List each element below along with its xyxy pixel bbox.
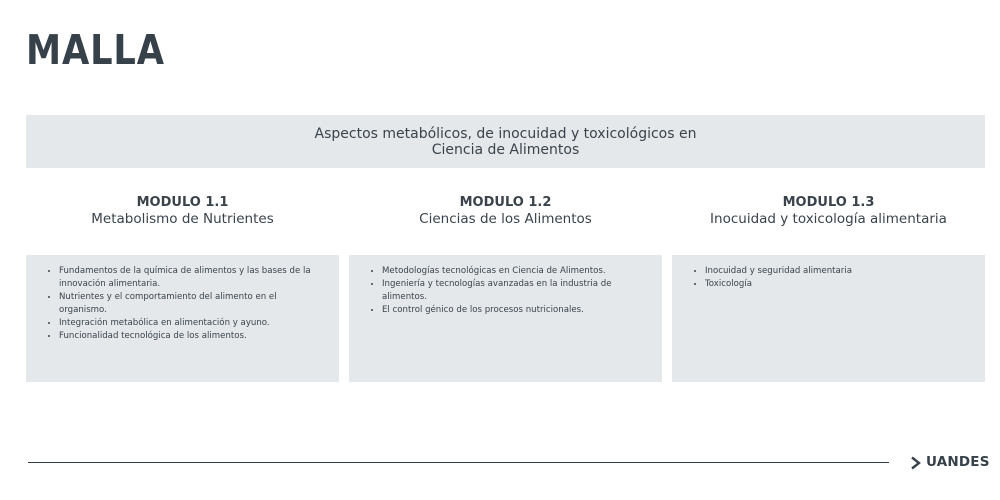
footer-divider [28, 462, 889, 463]
list-item: • El control génico de los procesos nutricionales. [382, 304, 644, 317]
module-name: Metabolismo de Nutrientes [91, 211, 274, 227]
list-item: • Integración metabólica en alimentación y ayuno. [59, 317, 321, 330]
list-item: • Metodologías tecnológicas en Ciencia de Alimentos. [382, 265, 644, 278]
page-title: MALLA [26, 26, 165, 74]
module-code: MODULO 1.1 [136, 195, 229, 210]
topic-list [46, 265, 321, 343]
program-banner [26, 115, 985, 168]
module-1-3-header [672, 195, 985, 228]
list-item: • Toxicología [705, 278, 967, 291]
uandes-logo [910, 453, 990, 471]
chevron-right-icon [910, 455, 922, 469]
topic-list [692, 265, 967, 291]
module-name: Inocuidad y toxicología alimentaria [710, 211, 947, 227]
topic-list [369, 265, 644, 317]
module-code: MODULO 1.3 [782, 195, 875, 210]
list-item: • Nutrientes y el comportamiento del alimento en el organismo. [59, 291, 321, 317]
module-1-2-topics [349, 255, 662, 382]
module-code: MODULO 1.2 [459, 195, 552, 210]
list-item: • Ingeniería y tecnologías avanzadas en la industria de alimentos. [382, 278, 644, 304]
list-item: • Funcionalidad tecnológica de los alimentos. [59, 330, 321, 343]
program-title: Aspectos metabólicos, de inocuidad y toxicológicos en Ciencia de Alimentos [314, 125, 697, 158]
logo-text: UANDES [926, 454, 990, 470]
module-1-1-topics [26, 255, 339, 382]
module-1-1-header [26, 195, 339, 228]
module-name: Ciencias de los Alimentos [419, 211, 592, 227]
list-item: • Fundamentos de la química de alimentos y las bases de la innovación alimentaria. [59, 265, 321, 291]
module-1-3-topics [672, 255, 985, 382]
module-1-2-header [349, 195, 662, 228]
list-item: • Inocuidad y seguridad alimentaria [705, 265, 967, 278]
